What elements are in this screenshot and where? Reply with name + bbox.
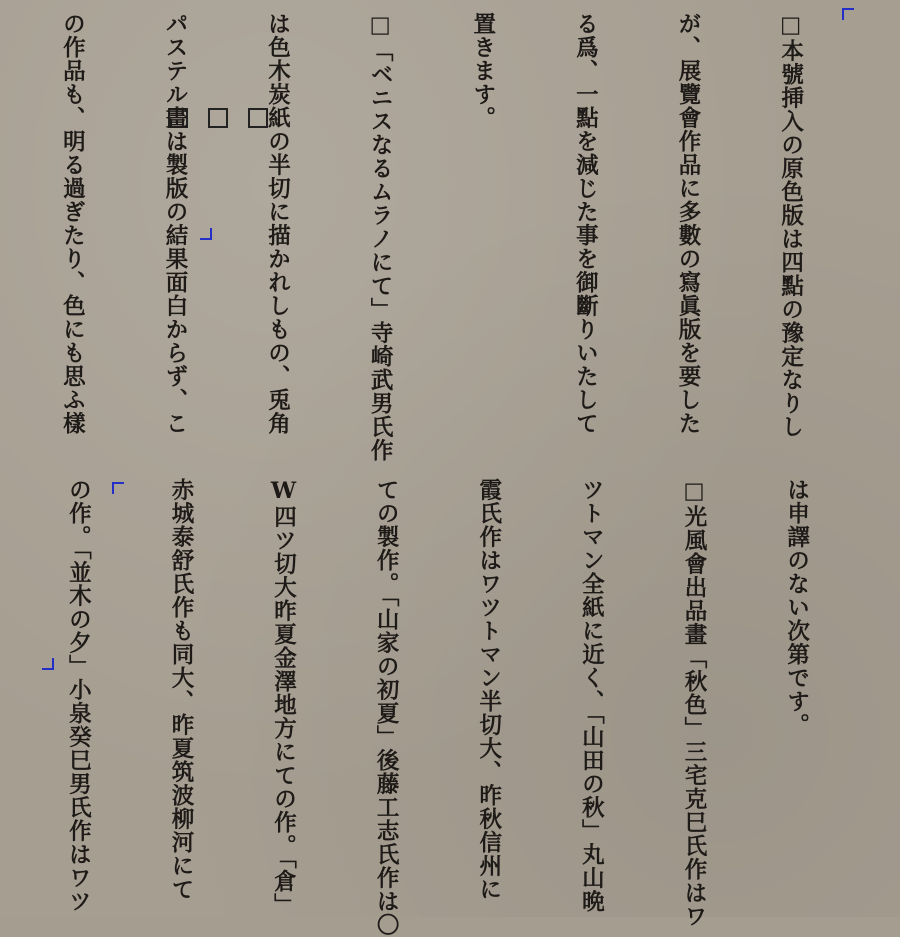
editor-mark-start [112, 482, 124, 494]
text-column: □本號挿入の原色版は四點の豫定なりし [777, 12, 804, 439]
text-column: が、展覽會作品に多數の寫眞版を要した [674, 12, 701, 435]
top-text-block [0, 12, 876, 462]
text-column: 霞氏作はワツトマン半切大、昨秋信州に [475, 478, 502, 901]
text-column: る爲、一點を減じた事を御斷りいたして [572, 12, 599, 435]
text-column: は色木炭紙の半切に描かれしもの、兎角 [264, 12, 291, 435]
editor-mark-start [842, 8, 854, 20]
text-column: □「ベニスなるムラノにて」寺崎武男氏作 [367, 12, 394, 462]
text-column: ての製作。「山家の初夏」後藤工志氏作は〇 [373, 478, 400, 937]
bottom-text-block [0, 478, 882, 937]
text-column: 置きます。 [469, 12, 496, 130]
editor-mark-end [200, 228, 212, 240]
text-column: W四ツ切大昨夏金澤地方にての作。「倉」 [270, 478, 297, 917]
text-column: は申譯のない次第です。 [783, 478, 810, 737]
editor-mark-end [42, 658, 54, 670]
text-column: ツトマン全紙に近く、「山田の秋」丸山晩 [578, 478, 605, 914]
text-column: パステル畫は製版の結果面白からず、こ [161, 12, 188, 435]
text-column: の作品も、明る過ぎたり、色にも思ふ樣 [59, 12, 86, 435]
text-column: □光風會出品畫「秋色」三宅克巳氏作はワ [680, 478, 707, 928]
text-column: 赤城泰舒氏作も同大、昨夏筑波柳河にて [167, 478, 194, 901]
text-column: の作。「並木の夕」小泉癸巳男氏作はワツ [65, 478, 92, 914]
